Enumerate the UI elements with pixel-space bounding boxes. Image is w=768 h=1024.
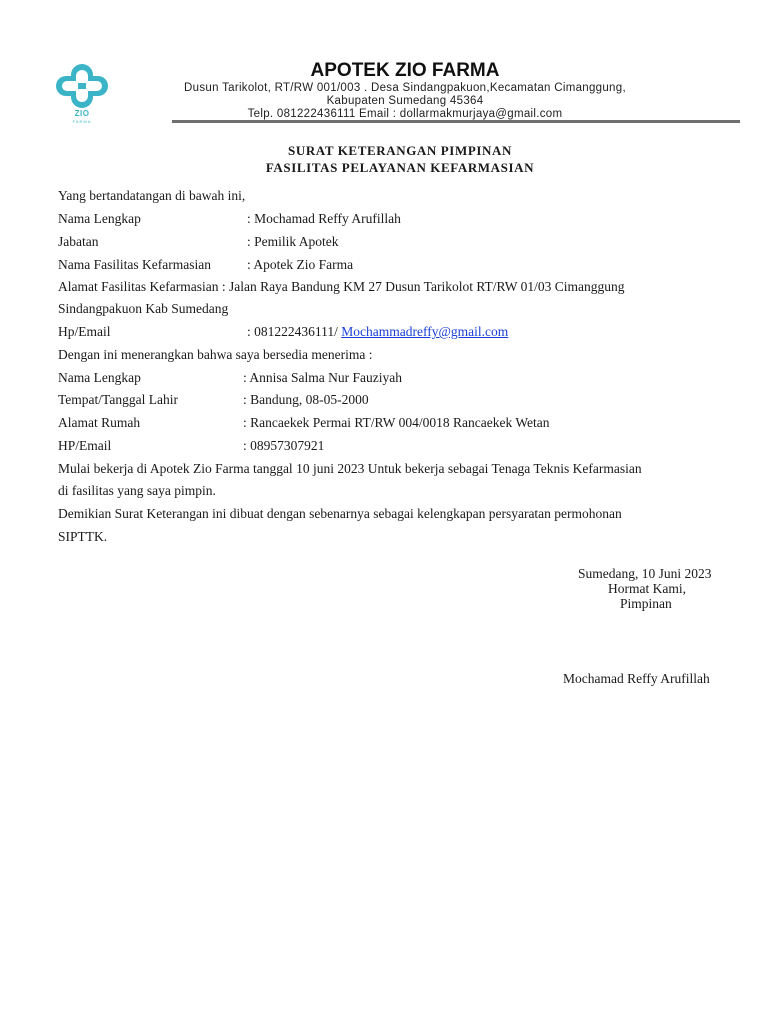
- closing-line2: SIPTTK.: [58, 529, 108, 544]
- pharmacy-logo: [52, 62, 112, 126]
- facility-name-value: : Apotek Zio Farma: [247, 257, 354, 272]
- signature-name: Mochamad Reffy Arufillah: [563, 671, 710, 686]
- intro-text: Yang bertandatangan di bawah ini,: [58, 188, 246, 203]
- letterhead-contact: Telp. 081222436111 Email : dollarmakmurjaya@gmail.com: [247, 108, 563, 120]
- closing-line1: Demikian Surat Keterangan ini dibuat dengan sebenarnya sebagai kelengkapan persyaratan permohonan: [58, 506, 622, 521]
- facility-address-line2: Sindangpakuon Kab Sumedang: [58, 301, 229, 316]
- work-statement-line1: Mulai bekerja di Apotek Zio Farma tanggal 10 juni 2023 Untuk bekerja sebagai Tenaga Teknis Kefarmasian: [58, 461, 642, 476]
- letterhead-address-line2: Kabupaten Sumedang 45364: [326, 95, 484, 107]
- letterhead-divider: [172, 120, 740, 123]
- employee-contact-label: HP/Email: [58, 438, 112, 453]
- letterhead-address-line1: Dusun Tarikolot, RT/RW 001/003 . Desa Sindangpakuon,Kecamatan Cimanggung,: [184, 82, 626, 94]
- signer-position-label: Jabatan: [58, 234, 99, 249]
- employee-name-value: : Annisa Salma Nur Fauziyah: [243, 370, 402, 385]
- pharmacy-name: APOTEK ZIO FARMA: [310, 60, 500, 81]
- statement-text: Dengan ini menerangkan bahwa saya bersedia menerima :: [58, 347, 373, 362]
- signer-name-label: Nama Lengkap: [58, 211, 141, 226]
- signer-phone: : 081222436111/: [247, 324, 342, 339]
- employee-birth-value: : Bandung, 08-05-2000: [243, 392, 369, 407]
- signature-role: Pimpinan: [620, 596, 672, 611]
- document-title: [150, 142, 650, 176]
- title-line2: FASILITAS PELAYANAN KEFARMASIAN: [265, 160, 535, 175]
- signature-regards: Hormat Kami,: [608, 581, 686, 596]
- signer-contact-value: [247, 323, 508, 341]
- pharmacy-cross-icon: [52, 62, 112, 110]
- letterhead: [170, 60, 640, 121]
- work-statement-line2: di fasilitas yang saya pimpin.: [58, 483, 216, 498]
- signer-position-value: : Pemilik Apotek: [247, 234, 339, 249]
- employee-address-value: : Rancaekek Permai RT/RW 004/0018 Rancaekek Wetan: [243, 415, 550, 430]
- employee-address-label: Alamat Rumah: [58, 415, 141, 430]
- employee-contact-value: : 08957307921: [243, 438, 325, 453]
- title-line1: SURAT KETERANGAN PIMPINAN: [288, 143, 512, 158]
- logo-brand: ZIO: [74, 109, 90, 118]
- facility-name-label: Nama Fasilitas Kefarmasian: [58, 257, 211, 272]
- signer-name-value: : Mochamad Reffy Arufillah: [247, 211, 401, 226]
- signature-place-date: Sumedang, 10 Juni 2023: [578, 566, 712, 581]
- facility-address-line1: Alamat Fasilitas Kefarmasian : Jalan Raya Bandung KM 27 Dusun Tarikolot RT/RW 01/03 Cimanggung: [58, 279, 625, 294]
- employee-name-label: Nama Lengkap: [58, 370, 141, 385]
- logo-subtitle: FARMA: [72, 119, 92, 124]
- signer-contact-label: Hp/Email: [58, 324, 111, 339]
- signer-email-link[interactable]: Mochammadreffy@gmail.com: [341, 324, 509, 339]
- employee-birth-label: Tempat/Tanggal Lahir: [58, 392, 178, 407]
